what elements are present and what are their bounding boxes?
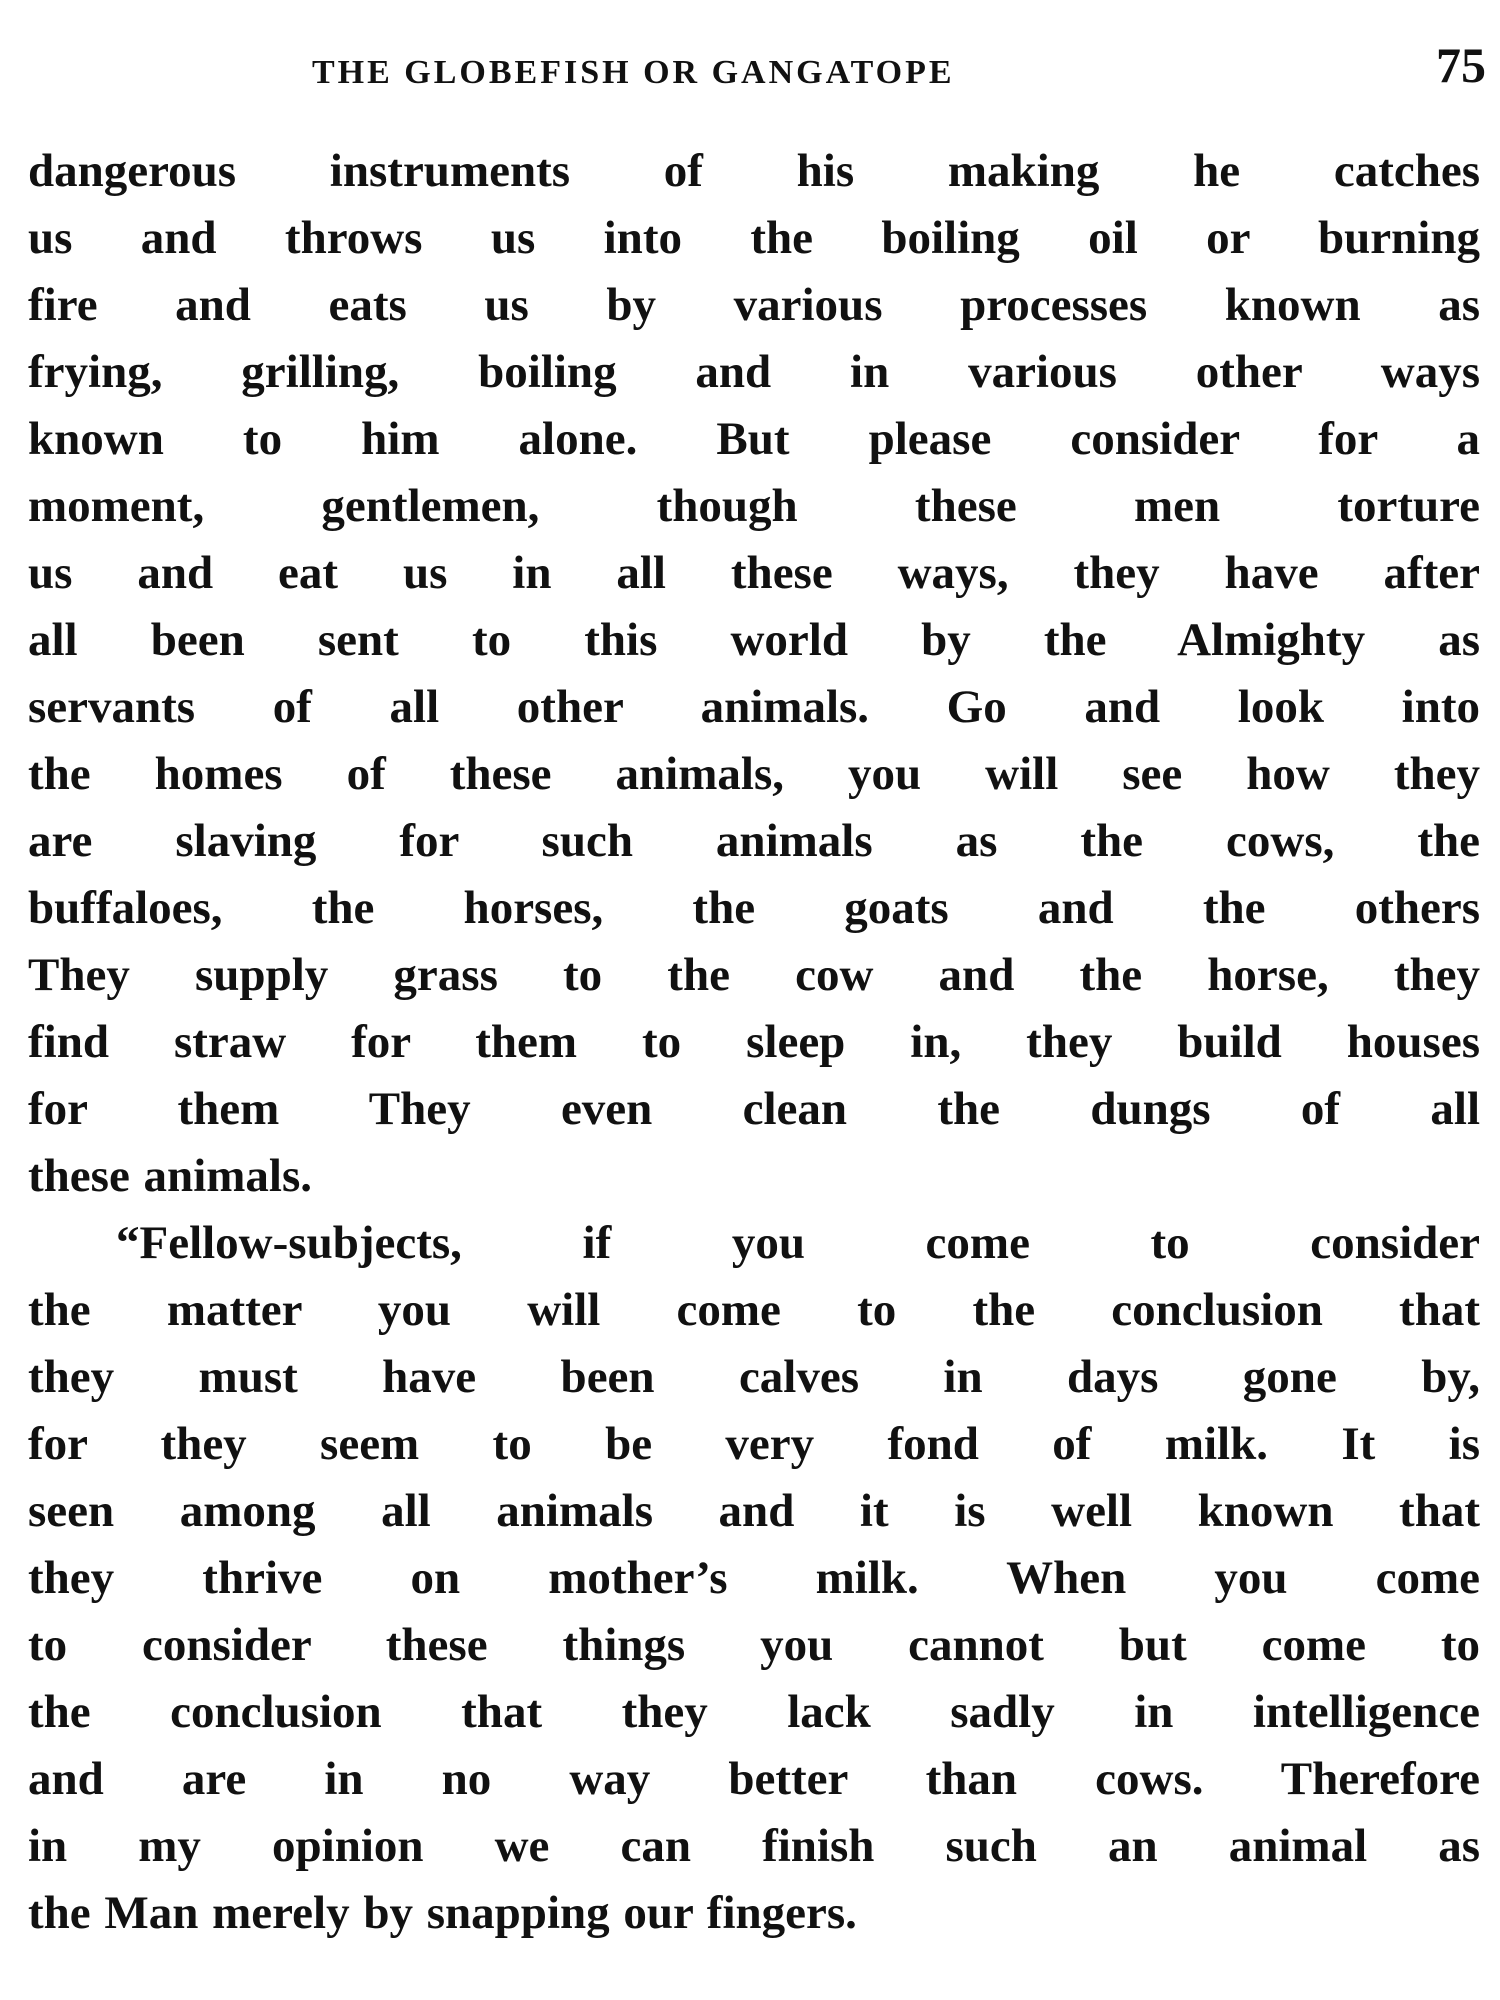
text-line: dangerous instruments of his making he catches (28, 145, 1480, 197)
text-line: for they seem to be very fond of milk. It is (28, 1418, 1480, 1470)
text-line: seen among all animals and it is well known that (28, 1485, 1480, 1537)
text-line: us and throws us into the boiling oil or burning (28, 212, 1480, 264)
text-line: They supply grass to the cow and the horse, they (28, 949, 1480, 1001)
paragraph-start-line: “Fellow-subjects, if you come to consider (116, 1217, 1480, 1269)
text-line: and are in no way better than cows. Therefore (28, 1753, 1480, 1805)
text-line: they thrive on mother’s milk. When you come (28, 1552, 1480, 1604)
body-text (28, 138, 1480, 1947)
text-line: all been sent to this world by the Almighty as (28, 614, 1480, 666)
text-line: known to him alone. But please consider for a (28, 413, 1480, 465)
running-title: THE GLOBEFISH OR GANGATOPE (312, 54, 955, 91)
text-line: to consider these things you cannot but come to (28, 1619, 1480, 1671)
text-line: buffaloes, the horses, the goats and the others (28, 882, 1480, 934)
text-line: frying, grilling, boiling and in various other ways (28, 346, 1480, 398)
text-line: the homes of these animals, you will see how they (28, 748, 1480, 800)
running-head (0, 36, 1500, 96)
text-line: the matter you will come to the conclusion that (28, 1284, 1480, 1336)
text-line: moment, gentlemen, though these men torture (28, 480, 1480, 532)
text-line: for them They even clean the dungs of all (28, 1083, 1480, 1135)
text-line: find straw for them to sleep in, they build houses (28, 1016, 1480, 1068)
text-line: they must have been calves in days gone by, (28, 1351, 1480, 1403)
text-line: servants of all other animals. Go and look into (28, 681, 1480, 733)
text-line: are slaving for such animals as the cows, the (28, 815, 1480, 867)
page-number: 75 (1436, 37, 1486, 93)
paragraph-end-line: the Man merely by snapping our fingers. (28, 1887, 857, 1939)
text-line: the conclusion that they lack sadly in intelligence (28, 1686, 1480, 1738)
paragraph-end-line: these animals. (28, 1150, 312, 1202)
text-line: us and eat us in all these ways, they have after (28, 547, 1480, 599)
text-line: fire and eats us by various processes known as (28, 279, 1480, 331)
text-line: in my opinion we can finish such an animal as (28, 1820, 1480, 1872)
